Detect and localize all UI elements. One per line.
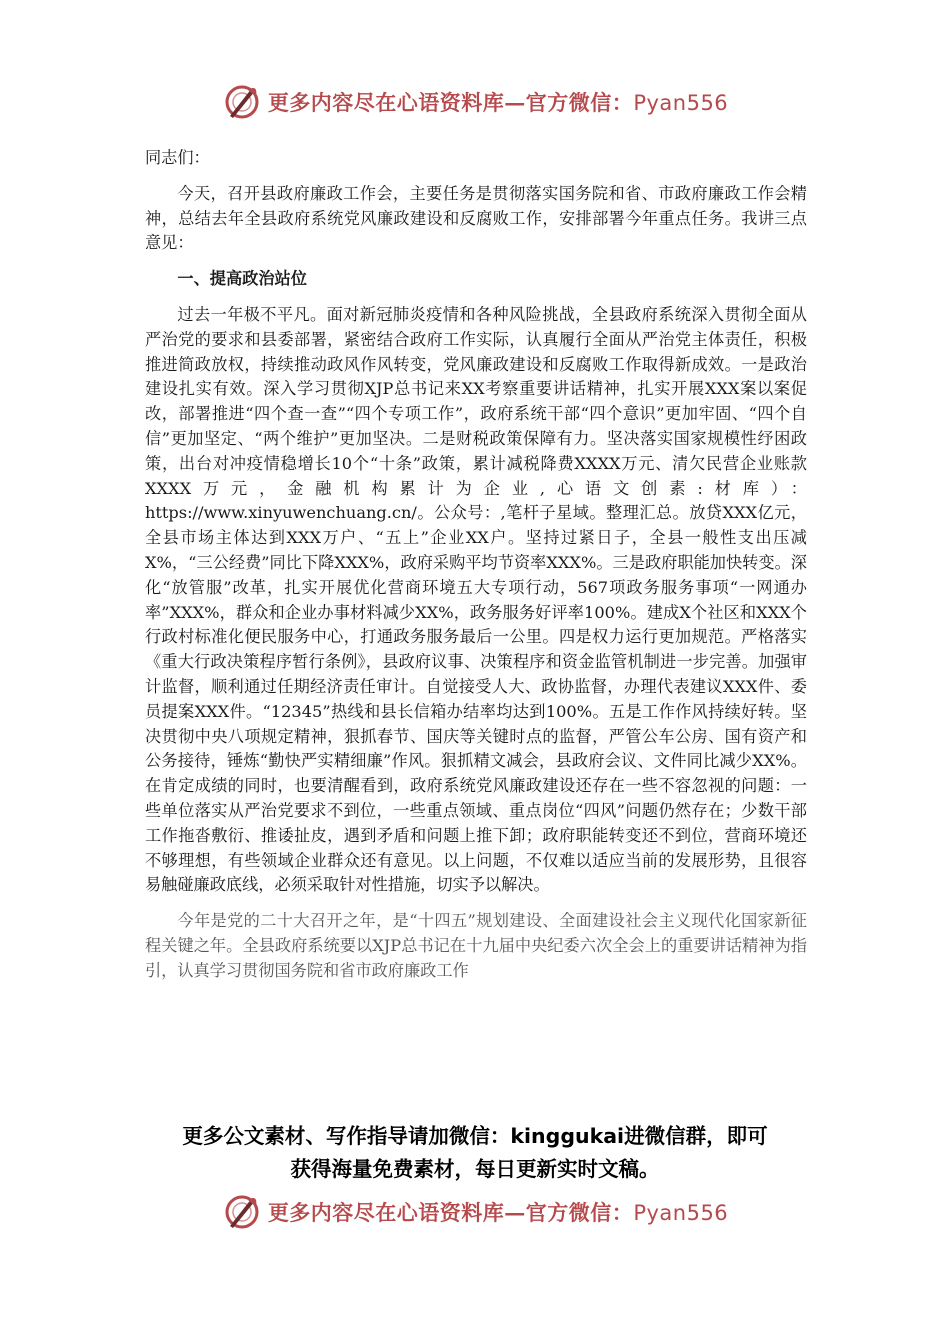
quill-logo-icon	[222, 82, 262, 122]
banner-wechat-id: Pyan556	[633, 91, 729, 115]
header-watermark-banner	[0, 82, 950, 122]
document-body	[145, 146, 807, 995]
promo-line-2: 获得海量免费素材，每日更新实时文稿。	[290, 1157, 660, 1181]
promo-line-1: 更多公文素材、写作指导请加微信：kinggukai进微信群，即可	[182, 1124, 768, 1148]
quill-logo-icon	[222, 1192, 262, 1232]
promo-notice	[95, 1120, 855, 1186]
salutation: 同志们：	[145, 148, 210, 167]
banner-wechat-id: Pyan556	[633, 1201, 729, 1225]
banner-text: 更多内容尽在心语资料库—官方微信：Pyan556	[267, 90, 729, 115]
body-paragraph-2: 今年是党的二十大召开之年，是“十四五”规划建设、全面建设社会主义现代化国家新征程关键之年。全县政府系统要以XJP总书记在十九届中央纪委六次全会上的重要讲话精神为指引，认真学习贯彻国务院和省市政府廉政工作	[145, 911, 807, 980]
body-paragraph-1: 过去一年极不平凡。面对新冠肺炎疫情和各种风险挑战，全县政府系统深入贯彻全面从严治党的要求和县委部署，紧密结合政府工作实际，认真履行全面从严治党主体责任，积极推进简政放权，持续推动政风作风转变，党风廉政建设和反腐败工作取得新成效。一是政治建设扎实有效。深入学习贯彻XJP总书记来XX考察重要讲话精神，扎实开展XXX案以案促改，部署推进“四个查一查”“四个专项工作”，政府系统干部“四个意识”更加牢固、“四个自信”更加坚定、“两个维护”更加坚决。二是财税政策保障有力。坚决落实国家规模性纾困政策，出台对冲疫情稳增长10个“十条”政策，累计减税降费XXXX万元、清欠民营企业账款XXXX万元，金融机构累计为企业,心语文创素:材库）：https://www.xinyuwenchuang.cn/。公众号：,笔杆子星域。整理汇总。放贷XXX亿元，全县市场主体达到XXX万户、“五上”企业XX户。坚持过紧日子，全县一般性支出压减X%，“三公经费”同比下降XXX%，政府采购平均节资率XXX%。三是政府职能加快转变。深化“放管服”改革，扎实开展优化营商环境五大专项行动，567项政务服务事项“一网通办率”XXX%，群众和企业办事材料减少XX%，政务服务好评率100%。建成X个社区和XXX个行政村标准化便民服务中心，打通政务服务最后一公里。四是权力运行更加规范。严格落实《重大行政决策程序暂行条例》，县政府议事、决策程序和资金监管机制进一步完善。加强审计监督，顺利通过任期经济责任审计。自觉接受人大、政协监督，办理代表建议XXX件、委员提案XXX件。“12345”热线和县长信箱办结率均达到100%。五是工作作风持续好转。坚决贯彻中央八项规定精神，狠抓春节、国庆等关键时点的监督，严管公车公房、国有资产和公务接待，锤炼“勤快严实精细廉”作风。狠抓精文减会，县政府会议、文件同比减少XX%。在肯定成绩的同时，也要清醒看到，政府系统党风廉政建设还存在一些不容忽视的问题：一些单位落实从严治党要求不到位，一些重点领域、重点岗位“四风”问题仍然存在；少数干部工作拖沓敷衍、推诿扯皮，遇到矛盾和问题上推下卸；政府职能转变还不到位，营商环境还不够理想，有些领域企业群众还有意见。以上问题，不仅难以适应当前的发展形势，且很容易触碰廉政底线，必须采取针对性措施，切实予以解决。	[145, 304, 807, 895]
banner-text: 更多内容尽在心语资料库—官方微信：Pyan556	[267, 1200, 729, 1225]
section-heading-1: 一、提高政治站位	[177, 269, 307, 289]
footer-watermark-banner	[0, 1192, 950, 1232]
intro-paragraph: 今天，召开县政府廉政工作会，主要任务是贯彻落实国务院和省、市政府廉政工作会精神，总结去年全县政府系统党风廉政建设和反腐败工作，安排部署今年重点任务。我讲三点意见：	[145, 183, 807, 253]
